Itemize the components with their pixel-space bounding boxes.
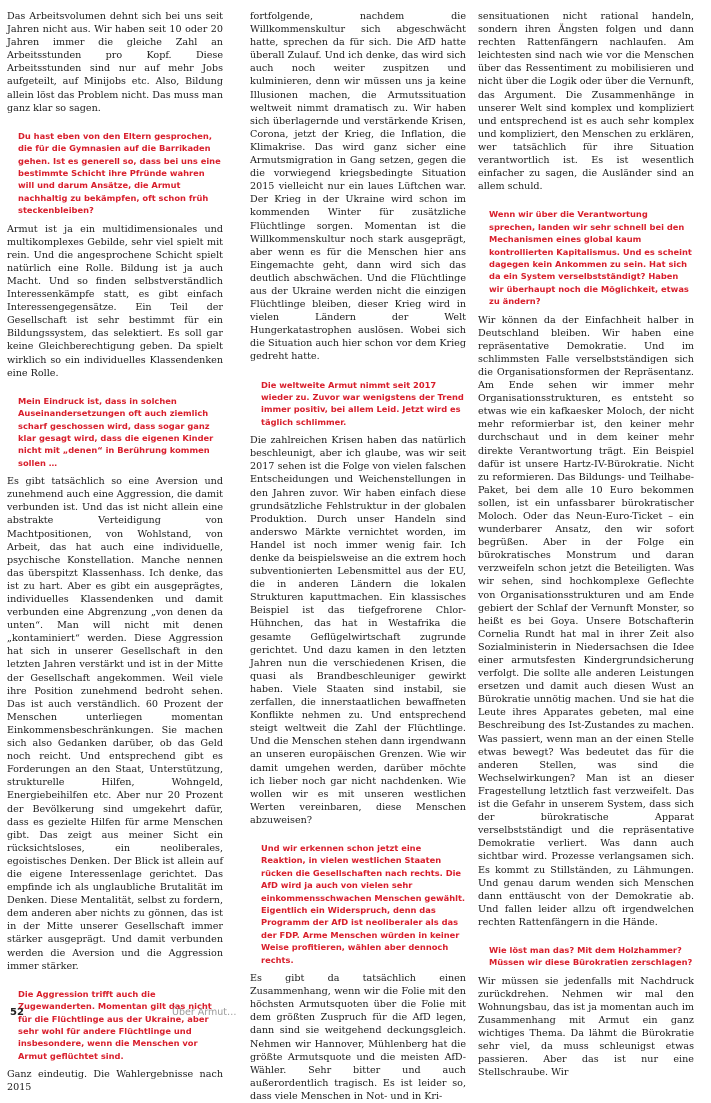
answer-paragraph: fortfolgende, nachdem die Willkommenskultur sich abgeschwächt hatte, sprechen da für sich. Die AfD hatte überall Zulauf. Und ich denke, das wird sich auch noch weiter zuspitzen und kulminieren, denn wir müssen uns ja keine Illusionen machen, die Armutssituation weltweit nimmt dramatisch zu. Wir haben sich überlagernde und verstärkende Krisen, Corona, jetzt der Krieg, die Inflation, die Klimakrise. Das wird ganz sicher eine Armutsmigration in Gang setzen, gegen die die vorwiegend kriegsbedingte Situation 2015 vielleicht nur ein laues Lüftchen war. Der Krieg in der Ukraine wird schon im kommenden Winter für zusätzliche Flüchtlinge sorgen. Momentan ist die Willkommenskultur noch stark ausgeprägt, aber wenn es für die Menschen hier ans Eingemachte geht, dann wird sich das deutlich abschwächen. Und die Flüchtlinge aus der Ukraine werden nicht die einzigen Flüchtlinge bleiben, dieser Krieg wird in vielen Ländern der Welt Hungerkatastrophen auslösen. Wobei sich die Situation auch hier schon vor dem Krieg gedreht hatte. (250, 11, 466, 363)
answer-paragraph: Wir können da der Einfachheit halber in Deutschland bleiben. Wir haben eine repräsentative Demokratie. Und im schlimmsten Falle verselbstständigen sich die Organisationsformen der Repräsentanz. Am Ende sehen wir immer mehr Organisationsstrukturen, es entsteht so etwas wie ein kafkaesker Moloch, der nicht mehr reformierbar ist, den keiner mehr durchschaut und in dem keiner mehr direkte Verantwortung trägt. Ein Beispiel dafür ist unsere Hartz-IV-Bürokratie. Nicht zu reformieren. Das Bildungs- und Teilhabe-Paket, bei dem alle 10 Euro bekommen sollen, ist ein unfassbarer bürokratischer Moloch. Oder das Neun-Euro-Ticket – ein wunderbarer Ansatz, den wir sofort begrüßen. Aber in der Folge ein bürokratisches Monstrum und daran verzweifeln schon jetzt die Beteiligten. Was wir sehen, sind hochkomplexe Geflechte von Organisationsstrukturen und am Ende gebiert der Schlaf der Vernunft Monster, so heißt es bei Goya. Unsere Botschafterin Cornelia Rundt hat mal in ihrer Zeit also Sozialministerin in Niedersachsen die Idee einer armutsfesten Kindergrundsicherung verfolgt. Die sollte alle anderen Leistungen ersetzen und damit auch diesen Wust an Bürokratie unnötig machen. Und sie hat die Leute ihres Apparates gebeten, mal eine Beschreibung des Ist-Zustandes zu machen. Was passiert, wenn man an der einen Stelle etwas bewegt? Was bedeutet das für die anderen Stellen, was sind die Wechselwirkungen? Man ist an dieser Fragestellung letztlich fast verzweifelt. Das ist die Gefahr in unserem System, dass sich der bürokratische Apparat verselbstständigt und die repräsentative Demokratie verliert. Was dann auch sichtbar wird. Prozesse verlangsamen sich. Es kommt zu Stillständen, zu Lähmungen. Und genau darum wenden sich Menschen dann enttäuscht von der Demokratie ab. Und fallen leider allzu oft irgendwelchen rechten Rattenfängern in die Hände. (478, 314, 694, 928)
answer-paragraph: Ganz eindeutig. Die Wahlergebnisse nach 2015 (7, 1069, 223, 1094)
interview-question: Wenn wir über die Verantwortung sprechen, landen wir sehr schnell bei den Mechanismen eines global kaum kontrollierten Kapitalismus. Und es scheint dagegen kein Ankommen zu sein. Hat sich da ein System verselbstständigt? Haben wir überhaupt noch die Möglichkeit, etwas zu ändern? (489, 209, 692, 307)
interview-question: Und wir erkennen schon jetzt eine Reaktion, in vielen westlichen Staaten rücken die Gesellschaften nach rechts. Die AfD wird ja auch von vielen sehr einkommensschwachen Menschen gewählt. Eigentlich ein Widerspruch, denn das Programm der AfD ist neoliberaler als das der FDP. Arme Menschen würden in keiner Weise profitieren, wählen aber dennoch rechts. (261, 842, 466, 965)
running-title: Über Armut… (172, 1007, 237, 1018)
page-number: 52 (10, 1007, 24, 1018)
answer-paragraph: Es gibt da tatsächlich einen Zusammenhang, wenn wir die Folie mit den höchsten Armutsquoten über die Folie mit dem größten Zuspruch für die AfD legen, dann sind sie weitgehend deckungsgleich. Nehmen wir Hannover, Mühlenberg hat die größte Armutsquote und die meisten AfD-Wähler. Sehr bitter und auch außerordentlich tragisch. Es ist leider so, dass viele Menschen in Not- und in Kri- (250, 973, 466, 1102)
answer-paragraph: Es gibt tatsächlich so eine Aversion und zunehmend auch eine Aggression, die damit verbunden ist. Und das ist nicht allein eine abstrakte Verteidigung von Machtpositionen, von Wohlstand, von Arbeit, das hat auch eine individuelle, psychische Konstellation. Manche nennen das überspitzt Klassenhass. Ich denke, das ist zu hart. Aber es gibt ein ausgeprägtes, individuelles Klassendenken und damit verbunden eine Abgrenzung „von denen da unten“. Man will nicht mit denen „kontaminiert“ werden. Diese Aggression hat sich in unserer Gesellschaft in den letzten Jahren verstärkt und ist in der Mitte der Gesellschaft angekommen. Weil viele ihre Position zunehmend bedroht sehen. Das ist auch verständlich. 60 Prozent der Menschen unterliegen momentan Einkommensbeschränkungen. Sie machen sich also Gedanken darüber, ob das Geld noch reicht. Und entsprechend gibt es Forderungen an den Staat, Unterstützung, strukturelle Hilfen, Wohngeld, Energiebeihilfen etc. Aber nur 20 Prozent der Bevölkerung sind umgekehrt dafür, dass es gezielte Hilfen für arme Menschen gibt. Das zeigt aus meiner Sicht ein rücksichtsloses, ein neoliberales, egoistisches Denken. Der Blick ist allein auf die eigene Interessenlage gerichtet. Das empfinde ich als unglaubliche Brutalität im Denken. Diese Mentalität, selbst zu fordern, dem anderen aber nichts zu gönnen, das ist in der Mitte unserer Gesellschaft immer stärker ausgeprägt. Und damit verbunden werden die Aversion und die Aggression immer stärker. (7, 476, 223, 972)
interview-question: Die weltweite Armut nimmt seit 2017 wieder zu. Zuvor war wenigstens der Trend immer positiv, bei allem Leid. Jetzt wird es täglich schlimmer. (261, 379, 464, 427)
answer-paragraph: Das Arbeitsvolumen dehnt sich bei uns seit Jahren nicht aus. Wir haben seit 10 oder 20 Jahren immer die gleiche Zahl an Arbeitsstunden pro Kopf. Diese Arbeitsstunden sind nur auf mehr Jobs aufgeteilt, auf Minijobs etc. Also, Bildung allein löst das Problem nicht. Das muss man ganz klar so sagen. (7, 11, 223, 114)
answer-paragraph: sensituationen nicht rational handeln, sondern ihren Ängsten folgen und dann rechten Rattenfängern nachlaufen. Am leichtesten sind nach wie vor die Menschen über das Ressentiment zu mobilisieren und nicht über die Logik oder über die Vernunft, das Argument. Die Zusammenhänge in unserer Welt sind komplex und kompliziert und entsprechend ist es auch sehr komplex und kompliziert, den Menschen zu erklären, wer tatsächlich für ihre Situation verantwortlich ist. Es ist wesentlich einfacher zu sagen, die Ausländer sind an allem schuld. (478, 11, 694, 193)
column-1 (7, 10, 223, 1094)
answer-paragraph: Armut ist ja ein multidimensionales und multikomplexes Gebilde, sehr viel spielt mit rein. Und die angesprochene Schicht spielt natürlich eine Rolle. Bildung ist ja auch Macht. Und so finden selbstverständlich Interessenkämpfe statt, es gibt einfach Interessengegensätze. Ein Teil der Gesellschaft ist sehr bestimmt für ein Bildungssystem, das selektiert. Es soll gar keine Gleichberechtigung geben. Da spielt wirklich so ein individuelles Klassendenken eine Rolle. (7, 223, 223, 379)
column-2 (250, 10, 466, 1103)
answer-paragraph: Die zahlreichen Krisen haben das natürlich beschleunigt, aber ich glaube, was wir seit 2017 sehen ist die Folge von vielen falschen Entscheidungen und Weichenstellungen in den Jahren zuvor. Wir haben einfach diese grundsätzliche Fehlstruktur in der globalen Produktion. Durch unser Handeln sind anderswo Märkte vernichtet worden, im Handel ist noch immer wenig fair. Ich denke da beispielsweise an die extrem hoch subventionierten Lebensmittel aus der EU, die in anderen Ländern die lokalen Strukturen kaputtmachen. Ein klassisches Beispiel ist das tiefgefrorene Chlor-Hühnchen, das hat in Westafrika die gesamte Geflügelwirtschaft zugrunde gerichtet. Und dazu kamen in den letzten Jahren nun die verschiedenen Krisen, die quasi als Brandbeschleuniger gewirkt haben. Viele Staaten sind instabil, sie zerfallen, die innerstaatlichen bewaffneten Konflikte nehmen zu. Und entsprechend steigt weltweit die Zahl der Flüchtlinge. Und die Menschen stehen dann irgendwann an unseren europäischen Grenzen. Wie wir damit umgehen werden, darüber möchte ich lieber noch gar nicht nachdenken. Wie wollen wir es mit unseren westlichen Werten vereinbaren, diese Menschen abzuweisen? (250, 435, 466, 826)
answer-paragraph: Wir müssen sie jedenfalls mit Nachdruck zurückdrehen. Nehmen wir mal den Wohnungsbau, das ist ja momentan auch im Zusammenhang mit Armut ein ganz wichtiges Thema. Da lähmt die Bürokratie sehr viel, da muss schleunigst etwas passieren. Aber das ist nur eine Stellschraube. Wir (478, 975, 694, 1079)
interview-question: Mein Eindruck ist, dass in solchen Auseinandersetzungen oft auch ziemlich scharf geschossen wird, dass sogar ganz klar gesagt wird, dass die eigenen Kinder nicht mit „denen“ in Berührung kommen sollen … (18, 395, 214, 468)
interview-question: Die Aggression trifft auch die Zugewanderten. Momentan gilt das nicht für die Flüchtlinge aus der Ukraine, aber sehr wohl für andere Flüchtlinge und insbesondere, wenn die Menschen vor Armut geflüchtet sind. (18, 988, 212, 1061)
interview-question: Du hast eben von den Eltern gesprochen, die für die Gymnasien auf die Barrikaden gehen. Ist es generell so, dass bei uns eine bestimmte Schicht ihre Pfründe wahren will und darum Ansätze, die Armut nachhaltig zu bekämpfen, oft schon früh steckenbleiben? (18, 130, 221, 216)
interview-question: Wie löst man das? Mit dem Holzhammer? Müssen wir diese Bürokratien zerschlagen? (489, 944, 693, 968)
column-3 (478, 10, 694, 1080)
